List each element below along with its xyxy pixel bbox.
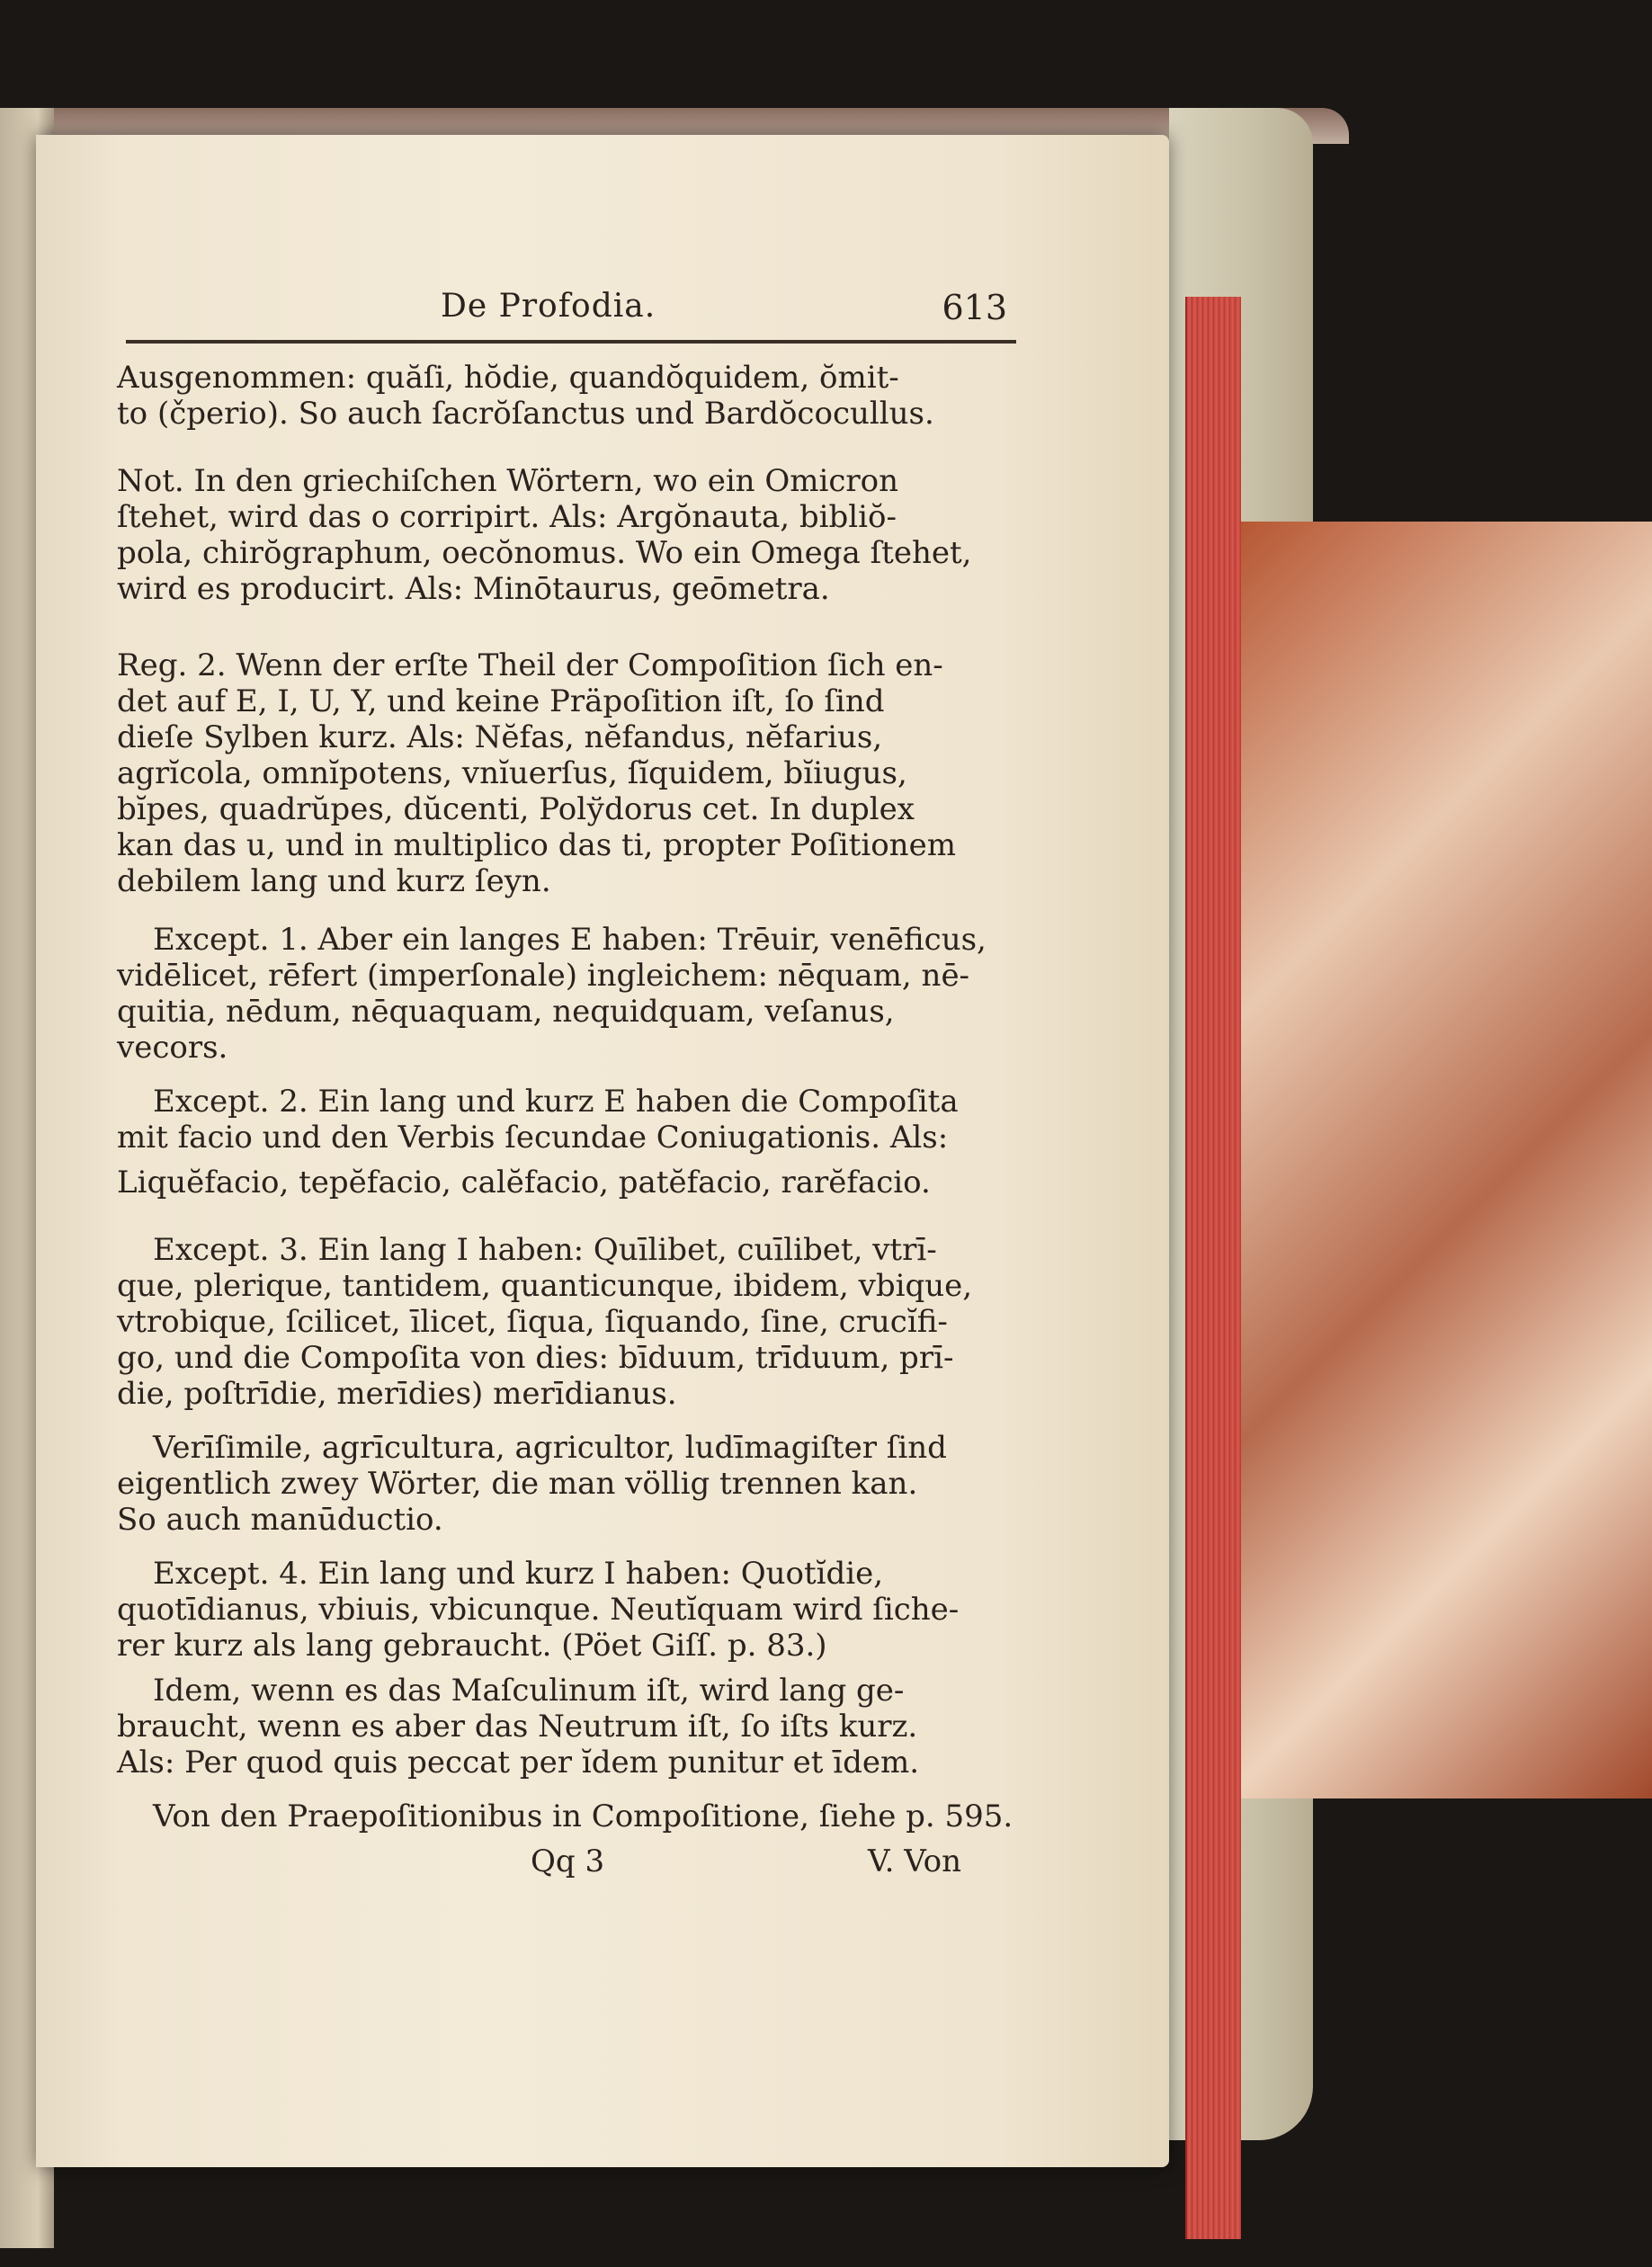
text-line: Reg. 2. Wenn der erſte Theil der Compoſition ſich en- xyxy=(117,647,943,683)
text-line: die, poſtrīdie, merīdies) merīdianus. xyxy=(117,1376,677,1412)
text-line: bĭpes, quadrŭpes, dŭcenti, Polўdorus cet. In duplex xyxy=(117,791,915,827)
text-line: agrĭcola, omnĭpotens, vnĭuerſus, ſĭquidem, bĭiugus, xyxy=(117,755,907,791)
text-line: pola, chirŏgraphum, oecŏnomus. Wo ein Omega ſtehet, xyxy=(117,535,972,571)
text-line: Ausgenommen: quăſi, hŏdie, quandŏquidem, ŏmit- xyxy=(117,360,899,396)
text-line: So auch manūductio. xyxy=(117,1502,443,1538)
text-line: Idem, wenn es das Maſculinum iſt, wird lang ge- xyxy=(153,1673,905,1709)
page-number: 613 xyxy=(942,288,1007,327)
text-line: rer kurz als lang gebraucht. (Pöet Giſſ. p. 83.) xyxy=(117,1628,827,1664)
text-line: vecors. xyxy=(117,1030,228,1066)
text-line: Except. 3. Ein lang I haben: Quīlibet, cuīlibet, vtrī- xyxy=(153,1232,937,1268)
running-title: De Profodia. xyxy=(441,288,656,325)
text-line: Als: Per quod quis peccat per ĭdem punitur et īdem. xyxy=(117,1745,920,1781)
text-line: Except. 1. Aber ein langes E haben: Trēuir, venēficus, xyxy=(153,922,987,958)
text-line: go, und die Compoſita von dies: bīduum, trīduum, prī- xyxy=(117,1340,954,1376)
text-line: eigentlich zwey Wörter, die man völlig trennen kan. xyxy=(117,1466,918,1502)
red-page-edges xyxy=(1185,297,1241,2239)
text-line: mit facio und den Verbis ſecundae Coniugationis. Als: xyxy=(117,1120,949,1156)
signature-mark: Qq 3 xyxy=(531,1843,605,1879)
text-line: Von den Praepoſitionibus in Compoſitione, ſiehe p. 595. xyxy=(153,1798,1014,1834)
text-line: Liquĕfacio, tepĕfacio, calĕfacio, patĕfacio, rarĕfacio. xyxy=(117,1165,931,1200)
running-head xyxy=(117,270,1016,333)
marbled-endpaper xyxy=(1223,522,1652,1798)
text-line: quitia, nēdum, nēquaquam, nequidquam, veſanus, xyxy=(117,994,895,1030)
text-line: braucht, wenn es aber das Neutrum iſt, ſo iſts kurz. xyxy=(117,1709,918,1745)
text-line: que, plerique, tantidem, quanticunque, ibidem, vbique, xyxy=(117,1268,973,1304)
catchword: V. Von xyxy=(868,1843,962,1879)
text-line: Except. 2. Ein lang und kurz E haben die Compoſita xyxy=(153,1084,959,1120)
text-line: Not. In den griechiſchen Wörtern, wo ein Omicron xyxy=(117,463,899,499)
text-line: Verīſimile, agrīcultura, agricultor, ludīmagiſter ſind xyxy=(153,1430,947,1466)
text-line: debilem lang und kurz ſeyn. xyxy=(117,863,551,899)
head-rule xyxy=(126,340,1016,344)
text-line: vtrobique, ſcilicet, īlicet, ſiqua, ſiquando, ſine, crucĭfi- xyxy=(117,1304,948,1340)
text-line: det auf E, I, U, Y, und keine Präpoſition iſt, ſo ſind xyxy=(117,683,885,719)
text-line: wird es producirt. Als: Minōtaurus, geōmetra. xyxy=(117,571,830,607)
text-line: dieſe Sylben kurz. Als: Nĕfas, nĕfandus, nĕfarius, xyxy=(117,719,883,755)
text-line: Except. 4. Ein lang und kurz I haben: Quotĭdie, xyxy=(153,1556,884,1592)
text-line: to (čperio). So auch ſacrŏſanctus und Bardŏcocullus. xyxy=(117,396,934,432)
text-line: ſtehet, wird das o corripirt. Als: Argŏnauta, bibliŏ- xyxy=(117,499,897,535)
text-line: quotīdianus, vbiuis, vbicunque. Neutĭquam wird ſiche- xyxy=(117,1592,960,1628)
text-line: kan das u, und in multiplico das ti, propter Poſitionem xyxy=(117,827,956,863)
text-line: vidēlicet, rēfert (imperſonale) ingleichem: nēquam, nē- xyxy=(117,958,970,994)
